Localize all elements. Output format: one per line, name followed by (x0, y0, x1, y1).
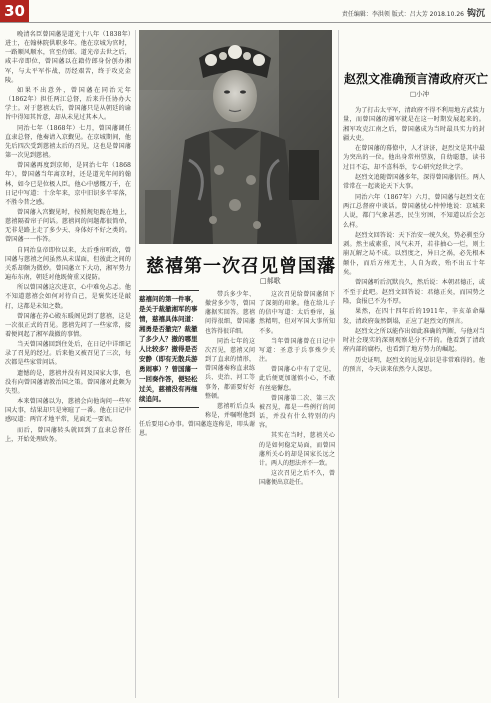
paragraph: 其实在当时，慈禧关心的是如何稳定局面，而曾国藩所关心的却是国家长远之计。两人的想法并不一致。 (259, 432, 335, 467)
column-divider (135, 30, 136, 698)
paragraph: 当年曾国藩曾在日记中写道：圣意于兵事殊少关注。 (259, 337, 335, 364)
portrait-photo (139, 30, 332, 244)
paragraph: 这次召见给曾国藩留下了深刻的印象。他在给儿子的信中写道：太后垂帘，虽然精明，但对军国大事所知不多。 (259, 291, 335, 335)
paragraph: 带兵多少年、撤营多少等，曾国藩据实回答。慈禧问得很细，曾国藩也答得很详细。 (205, 291, 255, 335)
header-meta (342, 6, 485, 19)
paragraph: 曾国藩入宫觐见时，按照规矩跪在地上，慈禧隔着帘子问话。慈禧问的问题都很简单，无非是路上走了多少天、身体好不好之类的。曾国藩一一作答。 (5, 208, 131, 244)
paragraph: 自同治皇帝即位以来，太后垂帘听政，曾国藩与慈禧之间虽然从未谋面，但彼此之间的关系却颇为微妙。曾国藩立下大功，湘军势力遍布东南，朝廷对他既倚重又提防。 (5, 246, 131, 282)
paragraph: 为了打击太平军，清政府不得不利用地方武装力量，而曾国藩的湘军就是在这一时期发展起来的。湘军攻克江南之后，曾国藩成为当时最具实力的封疆大吏。 (343, 107, 485, 142)
paragraph: 如果不出意外，曾国藩在同治元年（1862年）担任两江总督，后来升任协办大学士。对于慈禧太后，曾国藩只是从朝廷的谕旨中得知其旨意，却从未见过其本人。 (5, 86, 131, 122)
editor-info: 责任编辑：李洪领 版式：吕大芳 2018.10.26 (341, 11, 464, 18)
paragraph: 曾国藩听后沉默良久，然后说：本朝君德正，或不至于此吧。赵烈文回答说：君德正矣，而国势之隆，食报已不为不厚。 (343, 279, 485, 305)
paragraph: 赵烈文回答说：天下治安一统久矣，势必驯至分剥。然主威素重，风气未开，若非抽心一烂，则土崩瓦解之局不成。以烈度之，异日之祸，必先根本颠仆，而后方州无主，人自为政，殆不出五十年矣。 (343, 231, 485, 277)
header-rule (0, 22, 491, 23)
paragraph: 当天曾国藩回到住处后，在日记中详细记录了召见的经过。后来他又被召见了三次，每次都是些家常问话。 (5, 341, 131, 367)
middle-right-column (259, 290, 335, 698)
paragraph: 历史证明，赵烈文的远见卓识是非常难得的。他的预言，今天读来依然令人深思。 (343, 356, 485, 374)
pull-quote: 慈禧问的第一件事，是关于裁撤湘军的事情，慈禧具体问道：湘勇是否撤完？裁撤了多少人？撤的哪里人比较多？撤得是否安静（即有无散兵游勇闹事）？曾国藩一一回奏作答，便轻松过关，慈禧没有再继续追问。 (139, 290, 199, 408)
paragraph: 而后，曾国藩转头就回到了直隶总督任上，开始处理政务。 (5, 426, 131, 443)
paragraph: 这次召见之后不久，曾国藩便出京赴任。 (259, 469, 335, 487)
right-column (343, 106, 485, 698)
paragraph: 在曾国藩的幕僚中，人才济济，赵烈文是其中最为突出的一位。他出身常州望族，自幼聪慧，读书过目不忘，却不喜科举，专心研究经世之学。 (343, 145, 485, 171)
paragraph: 同治六年（1867年）六月，曾国藩与赵烈文在两江总督府中谈话。曾国藩忧心忡忡地说：京城来人说，都门气象甚恶，民生穷困，不知道以后会怎么样。 (343, 193, 485, 229)
main-article-title: 慈禧第一次召见曾国藩 (146, 256, 336, 277)
paragraph: 赵烈文追随曾国藩多年，深得曾国藩信任。两人常常在一起谈论天下大事。 (343, 174, 485, 191)
column-divider-right (338, 30, 339, 698)
paragraph: 本来曾国藩以为，慈禧会向他询问一些军国大事，结果却只是寒暄了一番。他在日记中感叹道：两宫才地平常，见面无一要语。 (5, 398, 131, 424)
paragraph: 曾国藩在养心殿东暖阁见到了慈禧，这是一次很正式的召见。慈禧先问了一些家常，接着便问起了湘军裁撤的事情。 (5, 312, 131, 338)
paragraph: 所以曾国藩这次进京，心中难免忐忑。他不知道慈禧会如何对待自己，是褒奖还是敲打，这都是未知之数。 (5, 284, 131, 310)
paragraph: 同治七年的这次召见，慈禧又问到了直隶的情形，曾国藩奏称直隶练兵、吏治、河工等事务，都需要好好整顿。 (205, 337, 255, 400)
paragraph: 晚清名臣曾国藩是道光十八年（1838年）进士，在翰林院供职多年。他在京城为官时，一路顺风顺水，官至侍郎。道光帝去世之后，咸丰帝即位，曾国藩以在籍侍郎身份创办湘军，与太平军作战，历经艰苦，终于攻克金陵。 (5, 31, 131, 84)
paragraph: 遗憾的是，慈禧并没有问及国家大事，也没有向曾国藩请教治国之策。曾国藩对此颇为失望。 (5, 369, 131, 395)
page-number: 30 (0, 0, 29, 22)
paragraph: 同治七年（1868年）七月，曾国藩调任直隶总督，他奏请入京觐见。在京城期间，他先后四次受到慈禧太后的召见，这也是曾国藩第一次见到慈禧。 (5, 124, 131, 160)
paragraph: 曾国藩心中有了定见，此后便更加谨慎小心，不敢有丝毫懈怠。 (259, 366, 335, 392)
paragraph: 曾国藩再度到京师，是同治七年（1868年），曾国藩当年离京时，还是道光年间的翰林，如今已是位极人臣。他心中感慨万千，在日记中写道：十余年来，京中旧识多半零落，不胜今昔之感。 (5, 162, 131, 206)
middle-column (139, 290, 255, 698)
paragraph: 赵烈文之所以能作出如此准确的判断，与他对当时社会现实的深刻观察是分不开的。他看到了清政府内部的腐朽，也看到了地方势力的崛起。 (343, 327, 485, 354)
right-article-title: 赵烈文准确预言清政府灭亡 (344, 72, 489, 86)
section-name: 钩沉 (466, 9, 485, 19)
paragraph: 慈禧听后点头称是，并嘱咐他到任后要用心办事。曾国藩连连称是，叩头谢恩。 (139, 402, 255, 438)
paragraph: 曾国藩第二次、第三次被召见，都是一些例行的问话，并没有什么特别的内容。 (259, 394, 335, 430)
main-article-author: □郝歌 (260, 277, 281, 285)
left-column (5, 30, 131, 698)
right-article-author: □小冲 (410, 90, 430, 98)
paragraph: 果然，在四十四年后的1911年，辛亥革命爆发，清政府轰然倒塌，正应了赵烈文的预言。 (343, 308, 485, 325)
